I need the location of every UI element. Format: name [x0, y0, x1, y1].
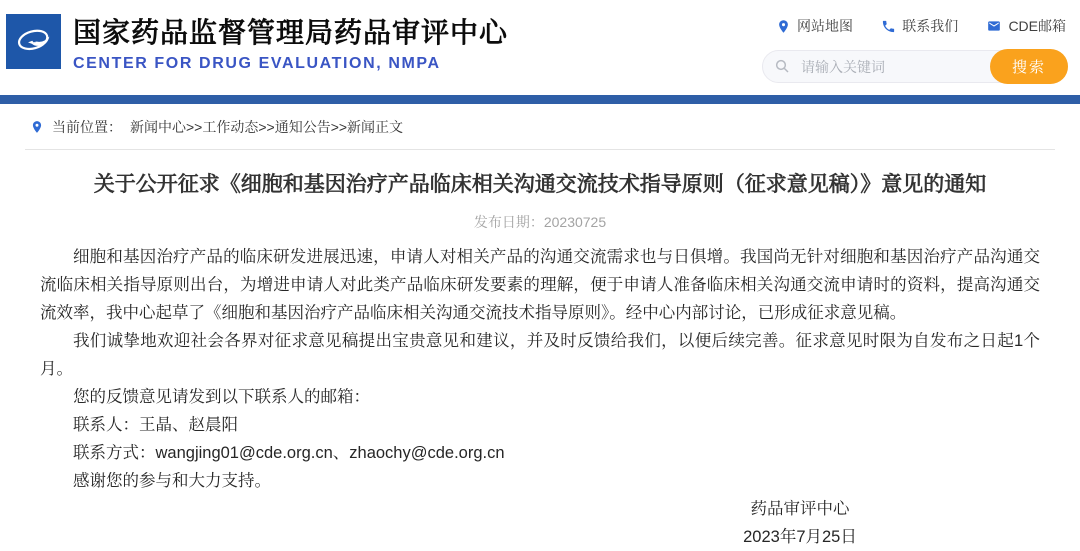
publish-date-label: 发布日期：	[473, 214, 544, 230]
paragraph-contact-names: 联系人：王晶、赵晨阳	[73, 416, 238, 434]
search-button[interactable]: 搜索	[990, 49, 1068, 84]
breadcrumb-prefix: 当前位置：	[52, 119, 122, 135]
link-cde-mail[interactable]	[986, 16, 1066, 36]
cde-logo-icon	[11, 16, 57, 67]
article	[0, 171, 1080, 551]
link-contact-us[interactable]	[881, 16, 958, 36]
publish-date	[40, 212, 1040, 232]
mail-icon	[986, 19, 1002, 33]
signature-block	[680, 495, 920, 551]
brand[interactable]	[6, 14, 508, 73]
paragraph: 我们诚挚地欢迎社会各界对征求意见稿提出宝贵意见和建议，并及时反馈给我们，以便后续完善。征求意见时限为自发布之日起1个月。	[40, 332, 1040, 378]
link-site-map-label: 网站地图	[797, 18, 853, 34]
header-right	[762, 14, 1068, 84]
search-bar	[762, 49, 1068, 84]
paragraph: 细胞和基因治疗产品的临床研发进展迅速，申请人对相关产品的沟通交流需求也与日俱增。我国尚无针对细胞和基因治疗产品沟通交流临床相关指导原则出台，为增进申请人对此类产品临床研发要素的理解，便于申请人准备临床相关沟通交流申请时的资料，提高沟通交流效率，我中心起草了《细胞和基因治疗产品临床相关沟通交流技术指导原则》。经中心内部讨论，已形成征求意见稿。	[40, 248, 1040, 322]
header-divider-bar	[0, 95, 1080, 104]
cde-logo	[6, 14, 61, 69]
phone-icon	[881, 19, 896, 34]
location-pin-icon	[30, 119, 44, 135]
paragraph: 感谢您的参与和大力支持。	[73, 472, 271, 490]
site-title-en: CENTER FOR DRUG EVALUATION, NMPA	[73, 55, 441, 72]
link-contact-us-label: 联系我们	[902, 18, 959, 34]
breadcrumb-path[interactable]: 新闻中心>>工作动态>>通知公告>>新闻正文	[130, 119, 404, 135]
search-icon	[774, 58, 790, 79]
signature-org: 药品审评中心	[750, 500, 850, 518]
map-pin-icon	[776, 19, 791, 34]
link-cde-mail-label: CDE邮箱	[1008, 18, 1066, 34]
paragraph-contact-emails: 联系方式：wangjing01@cde.org.cn、zhaochy@cde.org.cn	[73, 444, 505, 462]
paragraph: 您的反馈意见请发到以下联系人的邮箱：	[73, 388, 370, 406]
publish-date-value: 20230725	[543, 214, 607, 230]
site-header	[0, 0, 1080, 95]
signature-date: 2023年7月25日	[743, 528, 857, 546]
article-title: 关于公开征求《细胞和基因治疗产品临床相关沟通交流技术指导原则（征求意见稿）》意见的通知	[93, 173, 987, 196]
breadcrumb-separator	[25, 149, 1055, 150]
article-body	[40, 243, 1040, 495]
breadcrumb[interactable]	[0, 104, 1080, 149]
site-title-cn: 国家药品监督管理局药品审评中心	[73, 17, 509, 48]
link-site-map[interactable]	[776, 16, 853, 36]
quick-links	[762, 14, 1068, 36]
brand-text	[73, 14, 508, 73]
